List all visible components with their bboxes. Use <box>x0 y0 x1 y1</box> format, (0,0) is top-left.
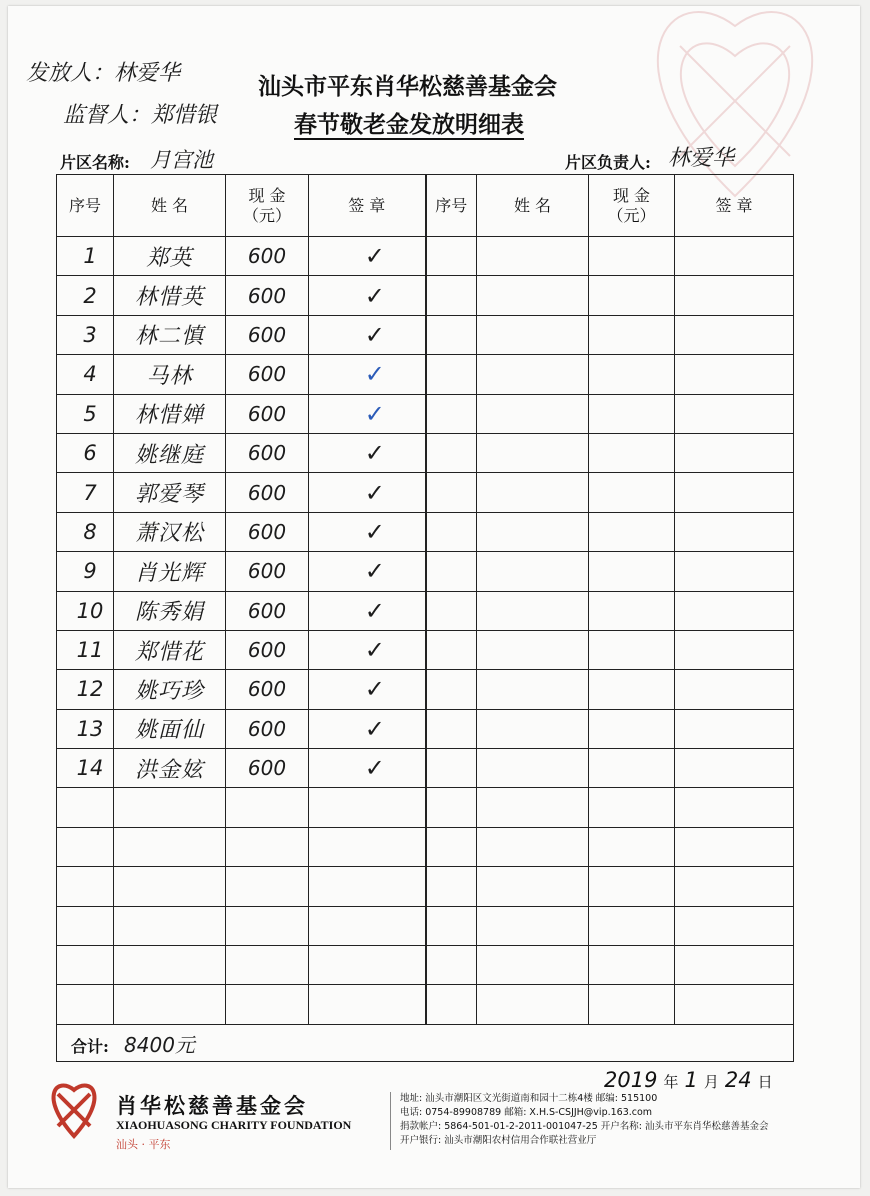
empty-cell <box>477 788 589 827</box>
row-number: 4 <box>57 355 114 394</box>
row-number: 5 <box>57 394 114 433</box>
row-number: 13 <box>57 709 114 748</box>
empty-cell <box>477 394 589 433</box>
signature-check <box>309 827 426 866</box>
table-row <box>57 512 794 551</box>
empty-cell <box>477 552 589 591</box>
table-row <box>57 749 794 788</box>
recipient-name: 马林 <box>114 355 226 394</box>
empty-cell <box>675 867 794 906</box>
empty-cell <box>477 276 589 315</box>
header-no-right: 序号 <box>426 175 477 237</box>
recipient-name <box>114 946 226 985</box>
signature-check: ✓ <box>309 315 426 354</box>
empty-cell <box>426 315 477 354</box>
empty-cell <box>589 906 675 945</box>
cash-amount <box>226 788 309 827</box>
row-number: 9 <box>57 552 114 591</box>
empty-cell <box>675 788 794 827</box>
date-day-suffix: 日 <box>757 1073 773 1091</box>
signature-check: ✓ <box>309 512 426 551</box>
empty-cell <box>675 630 794 669</box>
empty-cell <box>589 237 675 276</box>
empty-cell <box>589 591 675 630</box>
footer-contact: 电话: 0754-89908789 邮箱: X.H.S-CSJJH@vip.163.com <box>400 1107 653 1118</box>
date-year: 2019 <box>604 1068 658 1092</box>
empty-cell <box>426 512 477 551</box>
empty-cell <box>675 906 794 945</box>
empty-cell <box>477 749 589 788</box>
cash-amount: 600 <box>226 709 309 748</box>
header-cash: 现 金 （元） <box>226 175 309 237</box>
empty-cell <box>477 670 589 709</box>
empty-cell <box>589 315 675 354</box>
empty-cell <box>426 985 477 1025</box>
cash-amount <box>226 985 309 1025</box>
date-month: 1 <box>684 1068 698 1092</box>
table-row <box>57 237 794 276</box>
empty-cell <box>426 827 477 866</box>
table-row <box>57 473 794 512</box>
row-number: 8 <box>57 512 114 551</box>
empty-cell <box>589 749 675 788</box>
recipient-name: 郑英 <box>114 237 226 276</box>
recipient-name: 陈秀娟 <box>114 591 226 630</box>
table-row <box>57 630 794 669</box>
empty-cell <box>426 867 477 906</box>
empty-cell <box>589 355 675 394</box>
empty-cell <box>675 512 794 551</box>
table-row <box>57 355 794 394</box>
distribution-table <box>56 174 794 1062</box>
empty-cell <box>675 591 794 630</box>
header-sign-right: 签 章 <box>675 175 794 237</box>
row-number <box>57 827 114 866</box>
empty-cell <box>675 315 794 354</box>
date-day: 24 <box>724 1068 752 1092</box>
empty-cell <box>426 355 477 394</box>
empty-cell <box>675 946 794 985</box>
empty-cell <box>675 394 794 433</box>
distributor-signature: 发放人：林爱华 <box>26 61 181 86</box>
sheet-title: 春节敬老金发放明细表 <box>294 111 524 138</box>
cash-amount <box>226 946 309 985</box>
area-name-value: 月宫池 <box>150 148 213 172</box>
signature-check: ✓ <box>309 355 426 394</box>
area-lead-value: 林爱华 <box>668 146 735 171</box>
cash-amount: 600 <box>226 512 309 551</box>
empty-cell <box>426 433 477 472</box>
cash-amount: 600 <box>226 473 309 512</box>
table-row <box>57 985 794 1025</box>
row-number <box>57 788 114 827</box>
table-row <box>57 276 794 315</box>
empty-cell <box>589 276 675 315</box>
empty-cell <box>426 670 477 709</box>
table-row <box>57 394 794 433</box>
header-sign: 签 章 <box>309 175 426 237</box>
recipient-name <box>114 985 226 1025</box>
table-header-row <box>57 175 794 237</box>
recipient-name: 林二慎 <box>114 315 226 354</box>
empty-cell <box>589 827 675 866</box>
empty-cell <box>675 473 794 512</box>
empty-cell <box>477 827 589 866</box>
empty-cell <box>675 709 794 748</box>
empty-cell <box>426 906 477 945</box>
recipient-name: 萧汉松 <box>114 512 226 551</box>
footer-city: 汕头 · 平东 <box>116 1138 171 1151</box>
empty-cell <box>477 985 589 1025</box>
table-row <box>57 709 794 748</box>
row-number: 7 <box>57 473 114 512</box>
empty-cell <box>477 630 589 669</box>
empty-cell <box>675 237 794 276</box>
empty-cell <box>589 473 675 512</box>
signature-check <box>309 946 426 985</box>
cash-amount <box>226 827 309 866</box>
empty-cell <box>589 394 675 433</box>
empty-cell <box>426 709 477 748</box>
recipient-name <box>114 867 226 906</box>
recipient-name <box>114 827 226 866</box>
empty-cell <box>426 788 477 827</box>
empty-cell <box>589 552 675 591</box>
empty-cell <box>477 591 589 630</box>
signature-check: ✓ <box>309 552 426 591</box>
table-row <box>57 670 794 709</box>
empty-cell <box>675 552 794 591</box>
table-row <box>57 946 794 985</box>
signature-check: ✓ <box>309 591 426 630</box>
document-page <box>8 6 860 1188</box>
empty-cell <box>426 237 477 276</box>
footer-org-name-en: XIAOHUASONG CHARITY FOUNDATION <box>116 1118 352 1132</box>
signature-check: ✓ <box>309 749 426 788</box>
signature-check: ✓ <box>309 394 426 433</box>
cash-amount: 600 <box>226 237 309 276</box>
recipient-name: 洪金妶 <box>114 749 226 788</box>
row-number: 10 <box>57 591 114 630</box>
cash-amount: 600 <box>226 394 309 433</box>
row-number <box>57 867 114 906</box>
table-row <box>57 315 794 354</box>
empty-cell <box>589 433 675 472</box>
row-number: 2 <box>57 276 114 315</box>
signature-check: ✓ <box>309 276 426 315</box>
empty-cell <box>477 946 589 985</box>
cash-amount: 600 <box>226 552 309 591</box>
empty-cell <box>675 749 794 788</box>
table-row <box>57 433 794 472</box>
total-label: 合计: <box>71 1036 109 1056</box>
row-number <box>57 946 114 985</box>
recipient-name <box>114 788 226 827</box>
empty-cell <box>477 709 589 748</box>
signature-check: ✓ <box>309 473 426 512</box>
empty-cell <box>426 473 477 512</box>
empty-cell <box>477 355 589 394</box>
footer-address: 地址: 汕头市潮阳区文光街道南和园十二栋4楼 邮编: 515100 <box>400 1093 658 1104</box>
row-number: 11 <box>57 630 114 669</box>
date-line <box>598 1068 773 1092</box>
empty-cell <box>426 946 477 985</box>
cash-amount: 600 <box>226 630 309 669</box>
date-year-suffix: 年 <box>663 1073 679 1091</box>
table-row <box>57 867 794 906</box>
header-cash-right: 现 金 （元） <box>589 175 675 237</box>
cash-amount: 600 <box>226 749 309 788</box>
footer-org-name-cn: 肖华松慈善基金会 <box>116 1093 308 1118</box>
table-row <box>57 591 794 630</box>
empty-cell <box>477 237 589 276</box>
empty-cell <box>589 709 675 748</box>
row-number: 3 <box>57 315 114 354</box>
recipient-name: 姚面仙 <box>114 709 226 748</box>
recipient-name: 姚继庭 <box>114 433 226 472</box>
signature-check: ✓ <box>309 670 426 709</box>
area-name-label: 片区名称: <box>60 153 130 172</box>
header-name-right: 姓 名 <box>477 175 589 237</box>
table-row <box>57 788 794 827</box>
cash-amount: 600 <box>226 591 309 630</box>
cash-amount: 600 <box>226 355 309 394</box>
signature-check <box>309 867 426 906</box>
empty-cell <box>477 867 589 906</box>
footer-divider <box>390 1092 391 1150</box>
empty-cell <box>477 473 589 512</box>
signature-check <box>309 906 426 945</box>
empty-cell <box>675 355 794 394</box>
signature-check <box>309 788 426 827</box>
empty-cell <box>589 630 675 669</box>
empty-cell <box>675 433 794 472</box>
row-number: 6 <box>57 433 114 472</box>
empty-cell <box>675 670 794 709</box>
foundation-logo-icon <box>42 1080 106 1142</box>
empty-cell <box>426 276 477 315</box>
signature-check: ✓ <box>309 709 426 748</box>
cash-amount: 600 <box>226 315 309 354</box>
row-number: 14 <box>57 749 114 788</box>
area-lead-label: 片区负责人: <box>565 153 651 172</box>
empty-cell <box>477 906 589 945</box>
signature-check: ✓ <box>309 433 426 472</box>
empty-cell <box>426 630 477 669</box>
empty-cell <box>589 670 675 709</box>
recipient-name: 林惜婵 <box>114 394 226 433</box>
recipient-name: 姚巧珍 <box>114 670 226 709</box>
supervisor-signature: 监督人：郑惜银 <box>63 103 218 128</box>
row-number <box>57 906 114 945</box>
header-name: 姓 名 <box>114 175 226 237</box>
recipient-name: 郭爱琴 <box>114 473 226 512</box>
signature-check <box>309 985 426 1025</box>
cash-amount: 600 <box>226 670 309 709</box>
cash-amount <box>226 867 309 906</box>
total-value: 8400元 <box>124 1032 195 1057</box>
signature-check: ✓ <box>309 630 426 669</box>
empty-cell <box>675 276 794 315</box>
row-number: 12 <box>57 670 114 709</box>
table-row <box>57 906 794 945</box>
total-row <box>57 1025 794 1062</box>
recipient-name <box>114 906 226 945</box>
empty-cell <box>426 394 477 433</box>
empty-cell <box>426 552 477 591</box>
footer-account: 捐款帐户: 5864-501-01-2-2011-001047-25 开户名称: 汕头市平东肖华松慈善基金会 <box>400 1121 769 1132</box>
cash-amount <box>226 906 309 945</box>
signature-check: ✓ <box>309 237 426 276</box>
row-number <box>57 985 114 1025</box>
cash-amount: 600 <box>226 433 309 472</box>
recipient-name: 郑惜花 <box>114 630 226 669</box>
table-row <box>57 552 794 591</box>
recipient-name: 肖光辉 <box>114 552 226 591</box>
cash-amount: 600 <box>226 276 309 315</box>
empty-cell <box>477 315 589 354</box>
header-no: 序号 <box>57 175 114 237</box>
empty-cell <box>675 827 794 866</box>
recipient-name: 林惜英 <box>114 276 226 315</box>
total-cell <box>57 1025 794 1062</box>
row-number: 1 <box>57 237 114 276</box>
footer-bank: 开户银行: 汕头市潮阳农村信用合作联社营业厅 <box>400 1135 597 1146</box>
empty-cell <box>589 985 675 1025</box>
empty-cell <box>589 788 675 827</box>
empty-cell <box>589 867 675 906</box>
organization-title: 汕头市平东肖华松慈善基金会 <box>258 73 557 100</box>
empty-cell <box>426 591 477 630</box>
table-row <box>57 827 794 866</box>
empty-cell <box>477 433 589 472</box>
date-month-suffix: 月 <box>703 1073 719 1091</box>
empty-cell <box>426 749 477 788</box>
empty-cell <box>477 512 589 551</box>
empty-cell <box>675 985 794 1025</box>
empty-cell <box>589 512 675 551</box>
empty-cell <box>589 946 675 985</box>
